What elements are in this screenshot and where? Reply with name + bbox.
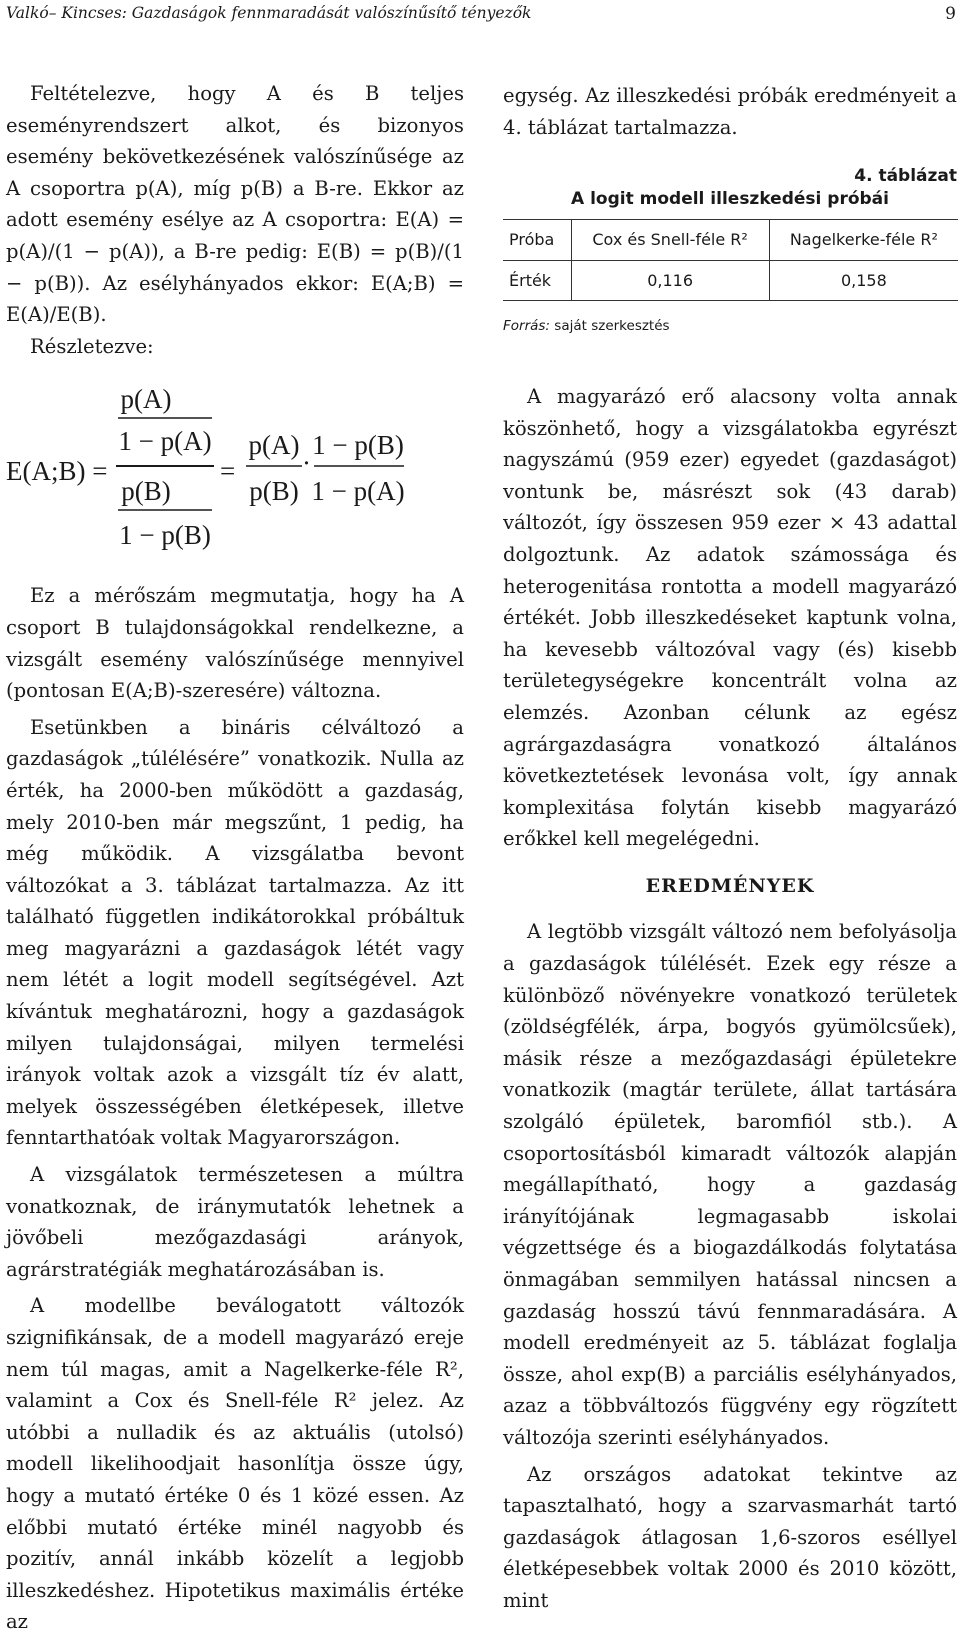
right-column <box>503 80 957 1617</box>
table-header-cell: Nagelkerke-féle R² <box>769 220 958 261</box>
running-title: Valkó– Kincses: Gazdaságok fennmaradását valószínűsítő tényezők <box>6 4 532 22</box>
paragraph-fit-tests-intro: egység. Az illeszkedési próbák eredményeit a 4. táblázat tartalmazza. <box>503 84 957 139</box>
source-label: Forrás: <box>503 318 550 335</box>
table-header-row <box>503 220 958 261</box>
paragraph-explanatory-power: A magyarázó erő alacsony volta annak köszönhető, hogy a vizsgálatokba egyrészt nagyszámú (959 ezer) egyedet (gazdaságot) vontunk be, másrészt sok (43 darab) változót, így összesen 959 ezer × 43 adattal dolgoztunk. Az adatok számossága és heterogenitása rontotta a modell magyarázó értékét. Jobb illeszkedéseket kaptunk volna, ha kevesebb változóval vagy (és) kisebb területegységekre koncentrált volna az elemzés. Azonban célunk az egész agrárgazdaságra vonatkozó általános következtetések levonása volt, így annak komplexitása folytán kisebb magyarázó erőkkel kell megelégedni. <box>503 384 957 851</box>
formula-dot: · <box>302 448 311 479</box>
paragraph-past-studies: A vizsgálatok természetesen a múltra vonatkoznak, de iránymutatók lehetnek a jövőbeli mezőgazdasági arányok, agrárstratégiák meghatározásában is. <box>6 1163 464 1281</box>
table-cell: 0,158 <box>769 260 958 301</box>
table-row <box>503 260 958 301</box>
left-column <box>6 78 464 1638</box>
formula-d2: 1 − p(B) <box>119 520 211 551</box>
paragraph-measure-meaning: Ez a mérőszám megmutatja, hogy ha A csoport B tulajdonságokkal rendelkezne, a vizsgált esemény valószínűsége mennyivel (pontosan E(A;B)-szeresére) változna. <box>6 584 464 703</box>
formula-n1: p(A) <box>120 384 172 415</box>
table-cell: Érték <box>503 260 571 301</box>
source-text: saját szerkesztés <box>554 318 670 335</box>
fit-test-table <box>503 219 958 301</box>
table-4 <box>503 165 957 343</box>
paragraph-binary-target: Esetünkben a bináris célváltozó a gazdaságok „túlélésére” vonatkozik. Nulla az érték, ha 2000-ben működött a gazdaság, mely 2010-ben már megszűnt, 1 pedig, ha még működik. A vizsgálatba bevont változókat a 3. táblázat tartalmazza. Az itt található független indikátorokkal próbáltuk meg magyarázni a gazdaságok létét vagy nem létét a logit modell segítségével. Azt kívántuk meghatározni, hogy a gazdaságok milyen tulajdonságai, milyen termelési irányok voltak azok a vizsgált tíz év alatt, melyek összességében életképesek, illetve fenntarthatóak voltak Magyarországon. <box>6 715 464 1150</box>
formula-rd1: p(B) <box>249 476 299 507</box>
table-header-cell: Cox és Snell-féle R² <box>571 220 769 261</box>
paragraph-detail-label: Részletezve: <box>30 334 154 358</box>
odds-ratio-formula <box>6 368 464 568</box>
formula-d1: 1 − p(A) <box>118 426 212 457</box>
section-heading-results: EREDMÉNYEK <box>645 874 815 897</box>
running-header <box>6 4 956 28</box>
page-number: 9 <box>945 4 956 24</box>
paragraph-model-variables: A modellbe beválogatott változók szignifikánsak, de a modell magyarázó ereje nem túl magas, amit a Nagelkerke-féle R², valamint a Cox és Snell-féle R² jelez. Az utóbbi a nulladik és az aktuális (utolsó) modell likelihoodjait hasonlítja össze úgy, hogy a mutató értéke 0 és 1 közé essen. Az előbbi mutató értéke minél nagyobb és pozitív, annál inkább közelít a legjobb illeszkedéshez. Hipotetikus maximális értéke az <box>6 1294 464 1634</box>
table-number: 4. táblázat <box>854 166 957 187</box>
formula-rd2: 1 − p(A) <box>311 476 405 507</box>
paragraph-results: A legtöbb vizsgált változó nem befolyásolja a gazdaságok túlélését. Ezek egy része a különböző növényekre vonatkozó területek (zöldségfélék, árpa, bogyós gyümölcsűek), másik része a mezőgazdasági épületekre vonatkozik (magtár területe, állat tartására szolgáló épületek, baromfiól stb.). A csoportosításból kimaradt változók alapján megállapítható, hogy a gazdaság irányítójának legmagasabb iskolai végzettsége és a biogazdálkodás folytatása önmagában semmilyen hatással nincsen a gazdaság hosszú távú fennmaradására. A modell eredményeit az 5. táblázat foglalja össze, ahol exp(B) a parciális esélyhányados, azaz a többváltozós függvény egy rögzített változója szerinti esélyhányados. <box>503 920 957 1449</box>
formula-n2: p(B) <box>121 476 171 507</box>
table-header-cell: Próba <box>503 220 571 261</box>
formula-lhs: E(A;B) = <box>6 456 108 487</box>
table-cell: 0,116 <box>571 260 769 301</box>
formula-eq: = <box>220 456 236 487</box>
table-title: A logit modell illeszkedési próbái <box>571 189 889 210</box>
paragraph-national-data: Az országos adatokat tekintve az tapasztalható, hogy a szarvasmarhát tartó gazdaságok átlagosan 1,6-szoros eséllyel életképesebbek voltak 2000 és 2010 között, mint <box>503 1462 957 1612</box>
paragraph-odds-definition: Feltételezve, hogy A és B teljes eseményrendszert alkot, és bizonyos esemény bekövetkezésének valószínűsége az A csoportra p(A), míg p(B) a B-re. Ekkor az adott esemény esélye az A csoportra: E(A) = p(A)/(1 − p(A)), a B-re pedig: E(B) = p(B)/(1 − p(B)). Az esélyhányados ekkor: E(A;B) = E(A)/E(B). <box>6 82 464 327</box>
formula-rn2: 1 − p(B) <box>312 430 404 461</box>
formula-rn1: p(A) <box>248 430 300 461</box>
table-source <box>503 311 957 343</box>
